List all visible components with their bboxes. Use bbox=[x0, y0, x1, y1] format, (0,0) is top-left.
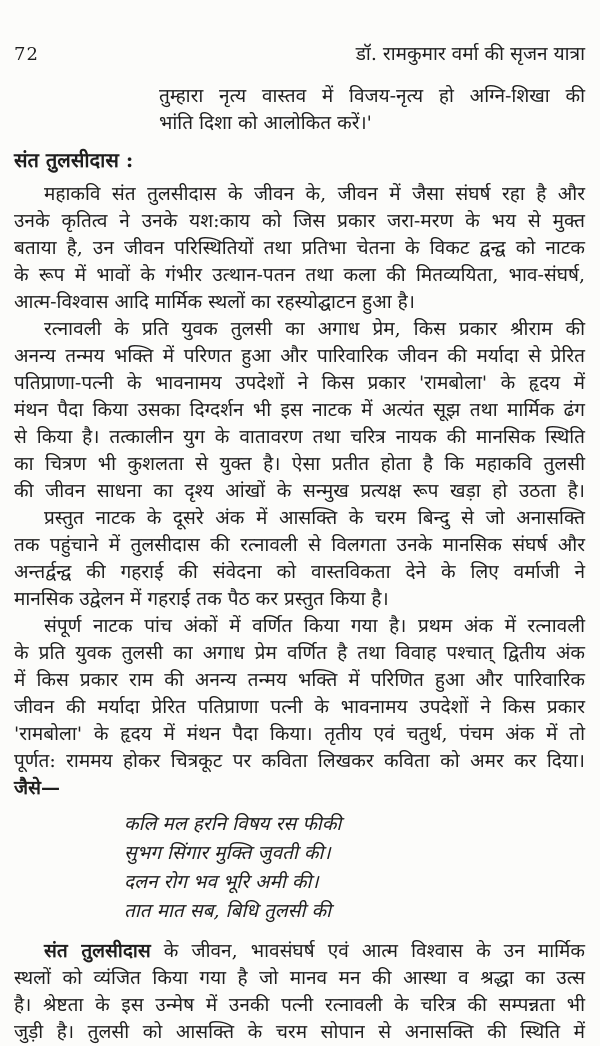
paragraph-3 bbox=[14, 505, 585, 613]
text-line: अन्तर्द्वन्द्व की गहराई की संवेदना को वास्तविकता देने के लिए वर्माजी ने bbox=[14, 561, 585, 583]
text-line: के रूप में भावों के गंभीर उत्थान-पतन तथा कला की मितव्ययिता, भाव-संघर्ष, bbox=[14, 264, 585, 286]
paragraph-5 bbox=[14, 938, 585, 1046]
text-line: भांति दिशा को आलोकित करें।' bbox=[159, 112, 372, 134]
text-line: अनन्य तन्मय भक्ति में परिणत हुआ और पारिवारिक जीवन की मर्यादा से प्रेरित bbox=[14, 345, 585, 367]
page-number: 72 bbox=[14, 44, 39, 65]
opening-quote bbox=[159, 83, 585, 137]
text-line: प्रस्तुत नाटक के दूसरे अंक में आसक्ति के चरम बिन्दु से जो अनासक्ति bbox=[44, 507, 585, 529]
text-line: रत्नावली के प्रति युवक तुलसी का अगाध प्रेम, किस प्रकार श्रीराम की bbox=[44, 318, 585, 340]
content-blocks bbox=[14, 83, 585, 1046]
text-line: तक पहुंचाने में तुलसीदास की रत्नावली से विलगता उनके मानसिक संघर्ष और bbox=[14, 534, 585, 556]
text-line: तात मात सब, बिधि तुलसी की bbox=[124, 900, 331, 922]
text-line: बताया है, उन जीवन परिस्थितियों तथा प्रतिभा चेतना के विकट द्वन्द्व को नाटक bbox=[14, 237, 585, 259]
paragraph-2 bbox=[14, 316, 585, 505]
text-line: पूर्णत: राममय होकर चित्रकूट पर कविता लिखकर कविता को अमर कर दिया। bbox=[14, 750, 585, 772]
text-line: जुड़ी है। तुलसी को आसक्ति के चरम सोपान से अनासक्ति की स्थिति में bbox=[14, 1021, 585, 1043]
text-line: से किया है। तत्कालीन युग के वातावरण तथा चरित्र नायक की मानसिक स्थिति bbox=[14, 426, 585, 448]
paragraph-1 bbox=[14, 181, 585, 316]
text-line: महाकवि संत तुलसीदास के जीवन के, जीवन में जैसा संघर्ष रहा है और bbox=[44, 183, 585, 205]
text-line: 'रामबोला' के हृदय में मंथन पैदा किया। तृतीय एवं चतुर्थ, पंचम अंक में तो bbox=[14, 723, 585, 745]
verse-intro: जैसे— bbox=[14, 777, 60, 799]
text-line: मानसिक उद्वेलन में गहराई तक पैठ कर प्रस्तुत किया है। bbox=[14, 588, 389, 610]
text-line: संपूर्ण नाटक पांच अंकों में वर्णित किया गया है। प्रथम अंक में रत्नावली bbox=[44, 615, 585, 637]
text-line: कलि मल हरनि विषय रस फीकी bbox=[124, 813, 342, 835]
bold-lead: संत तुलसीदास bbox=[44, 940, 151, 962]
text-line: संत तुलसीदास के जीवन, भावसंघर्ष एवं आत्म विश्वास के उन मार्मिक bbox=[44, 940, 585, 962]
text-line: की जीवन साधना का दृश्य आंखों के सन्मुख प्रत्यक्ष रूप खड़ा हो उठता है। bbox=[14, 480, 585, 502]
text-line: दलन रोग भव भूरि अमी की। bbox=[124, 871, 319, 893]
page-header bbox=[14, 42, 585, 67]
text-line: है। श्रेष्टता के इस उन्मेष में उनकी पत्नी रत्नावली के चरित्र की सम्पन्नता भी bbox=[14, 994, 585, 1016]
text-line: तुम्हारा नृत्य वास्तव में विजय-नृत्य हो अग्नि-शिखा की bbox=[159, 85, 585, 107]
verse-quote bbox=[124, 810, 585, 926]
paragraph-4 bbox=[14, 613, 585, 775]
text-line: उनके कृतित्व ने उनके यश:काय को जिस प्रकार जरा-मरण के भय से मुक्त bbox=[14, 210, 585, 232]
text-line: पतिप्राणा-पत्नी के भावनामय उपदेशों ने किस प्रकार 'रामबोला' के हृदय में bbox=[14, 372, 585, 394]
section-heading: संत तुलसीदास : bbox=[14, 148, 134, 172]
text-line: मंथन पैदा किया उसका दिग्दर्शन भी इस नाटक में अत्यंत सूझ तथा मार्मिक ढंग bbox=[14, 399, 585, 421]
text-line: के प्रति युवक तुलसी का अगाध प्रेम वर्णित है तथा विवाह पश्चात् द्वितीय अंक bbox=[14, 642, 585, 664]
text-line: का चित्रण भी कुशलता से युक्त है। ऐसा प्रतीत होता है कि महाकवि तुलसी bbox=[14, 453, 585, 475]
text-line: स्थलों को व्यंजित किया गया है जो मानव मन की आस्था व श्रद्धा का उत्स bbox=[14, 967, 585, 989]
text-line: सुभग सिंगार मुक्ति जुवती की। bbox=[124, 842, 331, 864]
text-line: आत्म-विश्वास आदि मार्मिक स्थलों का रहस्योद्घाटन हुआ है। bbox=[14, 291, 415, 313]
running-title: डॉ. रामकुमार वर्मा की सृजन यात्रा bbox=[355, 43, 585, 65]
text-line: में किस प्रकार राम की अनन्य तन्मय भक्ति में परिणित हुआ और पारिवारिक bbox=[14, 669, 585, 691]
text-line: जीवन की मर्यादा प्रेरित पतिप्राणा पत्नी के भावनामय उपदेशों ने किस प्रकार bbox=[14, 696, 585, 718]
